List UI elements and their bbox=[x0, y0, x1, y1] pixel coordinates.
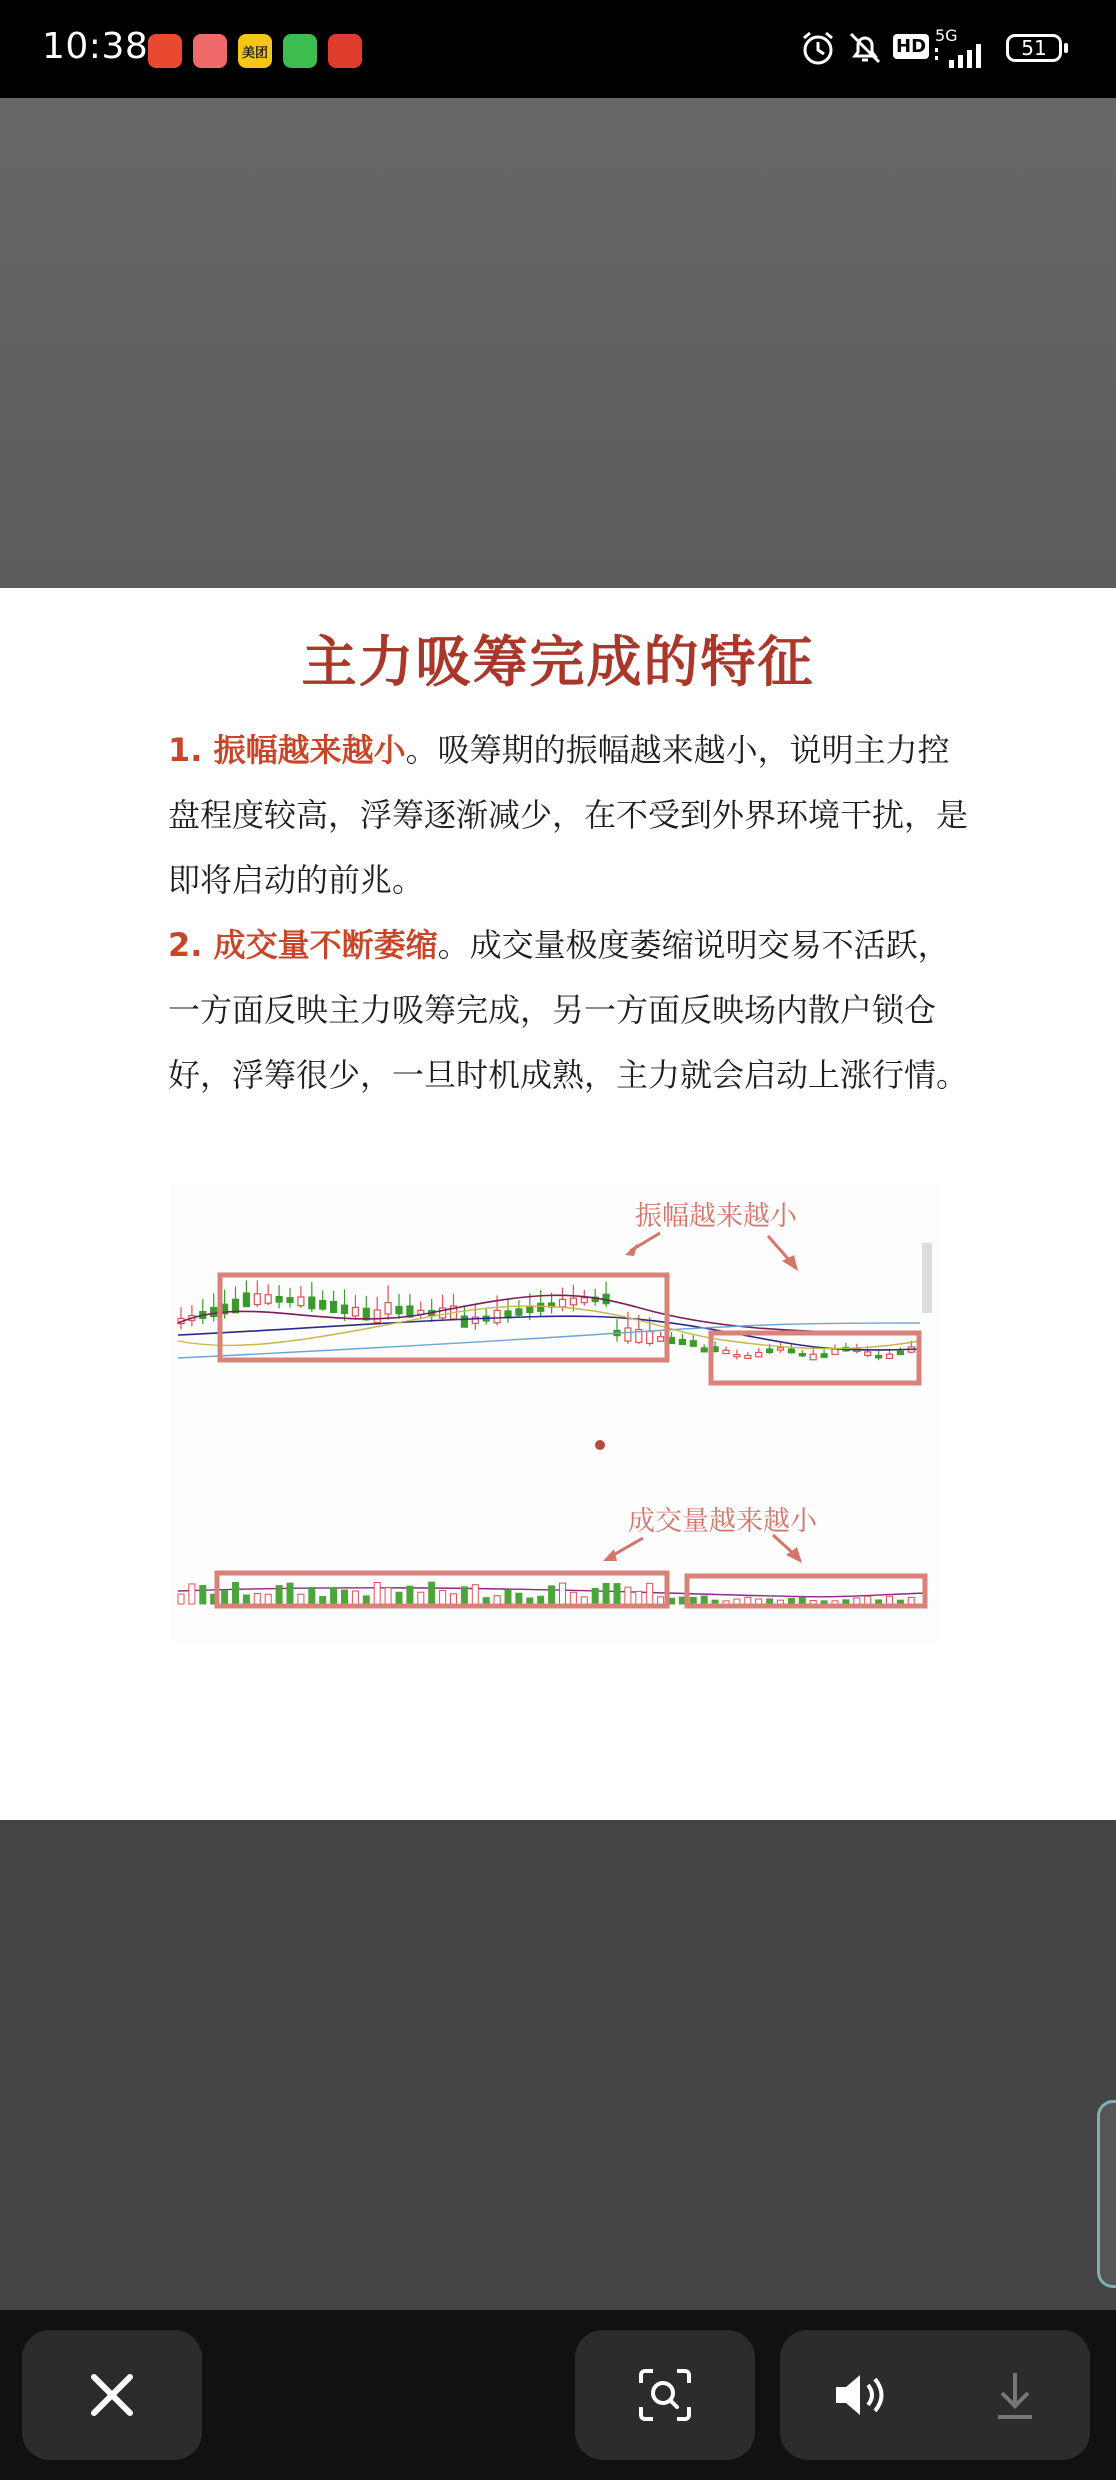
volume-bar bbox=[342, 1590, 348, 1604]
volume-bar bbox=[472, 1585, 478, 1604]
volume-bar bbox=[810, 1600, 816, 1604]
candle-body bbox=[342, 1305, 348, 1313]
download-icon[interactable] bbox=[990, 2367, 1040, 2423]
candle-body bbox=[211, 1308, 217, 1317]
chart-scrollbar bbox=[922, 1243, 932, 1313]
candle-body bbox=[887, 1354, 893, 1358]
candle-body bbox=[810, 1354, 816, 1360]
volume-bar bbox=[265, 1594, 271, 1604]
candle-body bbox=[897, 1351, 903, 1354]
volume-bar bbox=[243, 1595, 249, 1604]
close-button[interactable] bbox=[22, 2330, 202, 2460]
mute-bell-icon bbox=[845, 28, 885, 68]
kline-chart bbox=[170, 1183, 940, 1643]
volume-bar bbox=[189, 1584, 195, 1604]
volume-bar bbox=[767, 1599, 773, 1604]
candle-body bbox=[243, 1293, 249, 1307]
candle-body bbox=[538, 1303, 544, 1311]
candle-body bbox=[374, 1310, 380, 1323]
volume-bar bbox=[494, 1596, 500, 1604]
candle-body bbox=[396, 1306, 402, 1313]
candle-body bbox=[254, 1294, 260, 1305]
candle-body bbox=[647, 1332, 653, 1344]
candle-body bbox=[352, 1307, 358, 1316]
candle-body bbox=[331, 1302, 337, 1313]
volume-bar bbox=[418, 1592, 424, 1604]
chart-dot bbox=[595, 1440, 605, 1450]
volume-bar bbox=[396, 1592, 402, 1604]
volume-bar bbox=[320, 1597, 326, 1604]
price-annotation: 振幅越来越小 bbox=[635, 1201, 797, 1232]
image-search-button[interactable] bbox=[575, 2330, 755, 2460]
volume-bar bbox=[461, 1587, 467, 1604]
volume-bar bbox=[701, 1596, 707, 1604]
candle-body bbox=[658, 1337, 664, 1342]
point-2-heading: 2. 成交量不断萎缩 bbox=[168, 926, 438, 964]
battery-level: 51 bbox=[1021, 36, 1047, 60]
volume-bar bbox=[614, 1584, 620, 1604]
volume-bar bbox=[200, 1586, 206, 1605]
status-time: 10:38 bbox=[42, 26, 149, 67]
candle-body bbox=[734, 1355, 740, 1357]
volume-bar bbox=[549, 1586, 555, 1604]
viewed-image[interactable] bbox=[0, 588, 1116, 1820]
battery-tip bbox=[1064, 43, 1068, 53]
volume-bar bbox=[352, 1591, 358, 1604]
candle-body bbox=[298, 1297, 304, 1306]
candle-body bbox=[679, 1339, 685, 1344]
candle-body bbox=[723, 1350, 729, 1353]
volume-bar bbox=[581, 1597, 587, 1604]
network-type: 5G bbox=[935, 26, 958, 45]
volume-bar bbox=[254, 1594, 260, 1604]
volume-bar bbox=[625, 1587, 631, 1604]
candle-body bbox=[385, 1303, 391, 1314]
volume-bar bbox=[233, 1582, 239, 1604]
candle-body bbox=[876, 1356, 882, 1358]
volume-bar bbox=[734, 1599, 740, 1604]
volume-bar bbox=[636, 1591, 642, 1604]
volume-bar bbox=[908, 1597, 914, 1604]
volume-bar bbox=[603, 1584, 609, 1604]
candle-body bbox=[276, 1297, 282, 1303]
volume-bar bbox=[538, 1596, 544, 1604]
point-2 bbox=[168, 913, 968, 1108]
candle-body bbox=[865, 1352, 871, 1356]
app-icon-1 bbox=[148, 34, 182, 68]
volume-bar bbox=[178, 1594, 184, 1604]
volume-bar bbox=[647, 1583, 653, 1604]
candle-body bbox=[690, 1341, 696, 1347]
article-title: 主力吸筹完成的特征 bbox=[301, 630, 815, 694]
volume-bar bbox=[483, 1598, 489, 1604]
volume-bar bbox=[527, 1598, 533, 1604]
volume-bar bbox=[505, 1590, 511, 1604]
candle-body bbox=[832, 1349, 838, 1354]
candle-body bbox=[701, 1348, 707, 1352]
candle-body bbox=[505, 1311, 511, 1318]
volume-annotation: 成交量越来越小 bbox=[628, 1506, 817, 1537]
volume-bar bbox=[756, 1599, 762, 1604]
candle-body bbox=[570, 1298, 576, 1305]
netease-music-icon bbox=[328, 34, 362, 68]
meituan-icon: 美团 bbox=[238, 34, 272, 68]
point-1-heading: 1. 振幅越来越小 bbox=[168, 731, 406, 769]
volume-bar bbox=[570, 1592, 576, 1604]
candle-body bbox=[309, 1297, 315, 1309]
volume-bar bbox=[876, 1600, 882, 1604]
volume-bar bbox=[331, 1588, 337, 1604]
chat-icon bbox=[283, 34, 317, 68]
candle-body bbox=[745, 1355, 751, 1358]
volume-bar bbox=[897, 1600, 903, 1604]
volume-bar bbox=[854, 1598, 860, 1604]
alarm-icon bbox=[798, 28, 838, 68]
volume-bar bbox=[778, 1600, 784, 1604]
candle-body bbox=[756, 1352, 762, 1356]
candle-body bbox=[778, 1348, 784, 1350]
bottom-toolbar bbox=[0, 2310, 1116, 2480]
volume-bar bbox=[865, 1596, 871, 1604]
media-controls bbox=[780, 2330, 1090, 2460]
volume-bar bbox=[658, 1597, 664, 1604]
candle-body bbox=[494, 1310, 500, 1322]
volume-bar bbox=[516, 1593, 522, 1604]
point-1 bbox=[168, 718, 968, 913]
viewer-background-bottom bbox=[0, 1820, 1116, 2310]
battery-icon bbox=[1006, 34, 1062, 62]
volume-bar bbox=[690, 1597, 696, 1604]
candle-body bbox=[788, 1349, 794, 1353]
close-icon bbox=[86, 2369, 138, 2421]
candle-body bbox=[799, 1354, 805, 1356]
candle-body bbox=[821, 1354, 827, 1358]
volume-bar bbox=[276, 1586, 282, 1604]
edge-handle[interactable] bbox=[1097, 2100, 1116, 2288]
volume-bar bbox=[451, 1594, 457, 1604]
volume-bar bbox=[788, 1598, 794, 1604]
volume-bar bbox=[745, 1597, 751, 1604]
volume-bar bbox=[374, 1583, 380, 1604]
volume-bar bbox=[560, 1583, 566, 1604]
candle-body bbox=[287, 1298, 293, 1303]
hd-badge: HD bbox=[893, 34, 929, 59]
candle-body bbox=[767, 1349, 773, 1352]
candle-body bbox=[625, 1328, 631, 1341]
point-2-body: 。成交量极度萎缩说明交易不活跃，一方面反映主力吸筹完成，另一方面反映场内散户锁仓好，浮筹很少，一旦时机成熟，主力就会启动上涨行情。 bbox=[168, 926, 969, 1094]
volume-bar bbox=[843, 1600, 849, 1604]
volume-bar bbox=[287, 1583, 293, 1604]
volume-bar bbox=[309, 1588, 315, 1604]
volume-bar bbox=[712, 1600, 718, 1604]
candle-body bbox=[516, 1309, 522, 1315]
candle-body bbox=[320, 1301, 326, 1310]
image-search-icon bbox=[635, 2365, 695, 2425]
volume-bar bbox=[592, 1588, 598, 1604]
volume-bar bbox=[385, 1588, 391, 1604]
volume-bar bbox=[440, 1590, 446, 1604]
volume-bar bbox=[429, 1582, 435, 1604]
candle-body bbox=[461, 1316, 467, 1327]
volume-bar bbox=[363, 1596, 369, 1604]
volume-bar bbox=[887, 1596, 893, 1604]
volume-bar bbox=[222, 1590, 228, 1604]
volume-bar bbox=[298, 1594, 304, 1604]
signal-icon bbox=[935, 44, 995, 68]
point-1-body: 。吸筹期的振幅越来越小，说明主力控盘程度较高，浮筹逐渐减少，在不受到外界环境干扰，是即将启动的前兆。 bbox=[168, 731, 969, 899]
volume-bar bbox=[407, 1586, 413, 1604]
viewer-background-top bbox=[0, 98, 1116, 588]
candle-body bbox=[560, 1299, 566, 1306]
speaker-icon[interactable] bbox=[830, 2369, 890, 2421]
status-bar bbox=[0, 0, 1116, 98]
volume-bar bbox=[799, 1597, 805, 1604]
candle-body bbox=[265, 1295, 271, 1303]
candle-body bbox=[527, 1307, 533, 1313]
candle-body bbox=[581, 1298, 587, 1303]
app-icon-2 bbox=[193, 34, 227, 68]
